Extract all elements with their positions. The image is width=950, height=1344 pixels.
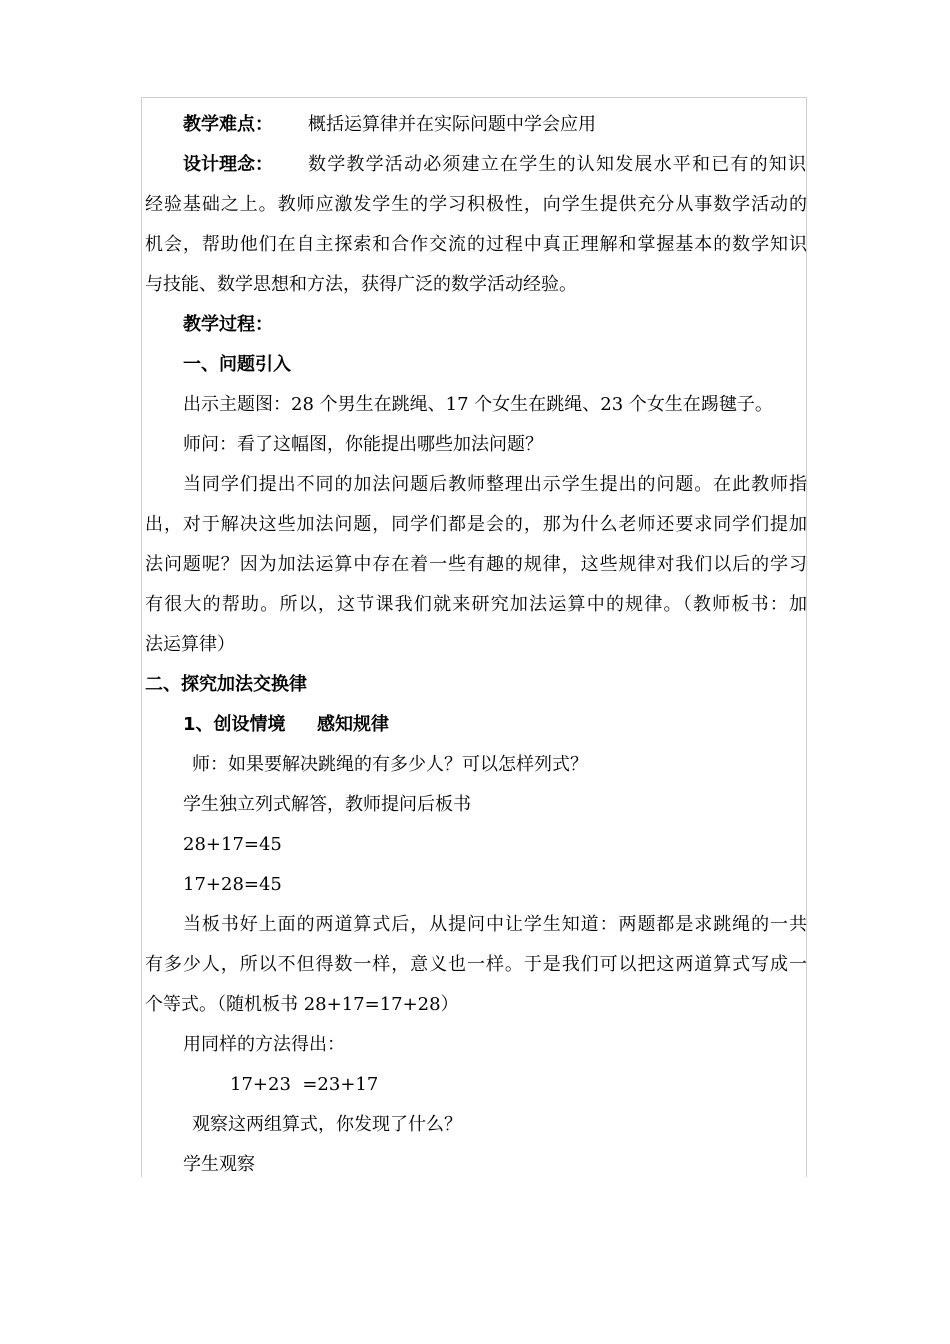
- section1-para-line-2: 出，对于解决这些加法问题，同学们都是会的，那为什么老师还要求同学们提加: [145, 514, 807, 535]
- section1-para-line-5: 法运算律）: [145, 634, 235, 655]
- process-title: 教学过程：: [183, 314, 273, 335]
- section1-para-line-4: 有很大的帮助。所以，这节课我们就来研究加法运算中的规律。（教师板书：加: [145, 594, 807, 615]
- same-method-text: 用同样的方法得出：: [183, 1034, 345, 1055]
- design-line-1: 数学教学活动必须建立在学生的认知发展水平和已有的知识: [308, 154, 806, 175]
- design-line-3: 机会，帮助他们在自主探索和合作交流的过程中真正理解和掌握基本的数学知识: [145, 234, 807, 255]
- section2-question-2: 学生独立列式解答，教师提问后板书: [183, 794, 471, 815]
- section2-question-1: 师：如果要解决跳绳的有多少人？可以怎样列式？: [192, 754, 588, 775]
- section2-para-line-2: 有多少人，所以不但得数一样，意义也一样。于是我们可以把这两道算式写成一: [145, 954, 807, 975]
- section1-question: 师问：看了这幅图，你能提出哪些加法问题？: [183, 434, 543, 455]
- equation-1: 28+17=45: [183, 834, 282, 855]
- equation-2: 17+28=45: [183, 874, 282, 895]
- design-line-2: 经验基础之上。教师应激发学生的学习积极性，向学生提供充分从事数学活动的: [145, 194, 807, 215]
- section2-title: 二、探究加法交换律: [145, 674, 307, 695]
- difficulty-text: 概括运算律并在实际问题中学会应用: [308, 114, 596, 135]
- section2-sub1-b: 感知规律: [317, 714, 389, 735]
- section2-para-line-3: 个等式。（随机板书 28+17=17+28）: [145, 994, 459, 1015]
- design-label: 设计理念：: [183, 154, 273, 175]
- observe-question: 观察这两组算式，你发现了什么？: [192, 1114, 462, 1135]
- section2-sub1-a: 1、创设情境: [183, 714, 286, 735]
- section1-para-line-1: 当同学们提出不同的加法问题后教师整理出示学生提出的问题。在此教师指: [183, 474, 807, 495]
- section1-intro: 出示主题图：28 个男生在跳绳、17 个女生在跳绳、23 个女生在踢毽子。: [183, 394, 773, 415]
- section1-para-line-3: 法问题呢？因为加法运算中存在着一些有趣的规律，这些规律对我们以后的学习: [145, 554, 807, 575]
- design-line-4: 与技能、数学思想和方法，获得广泛的数学活动经验。: [145, 274, 577, 295]
- observe-text: 学生观察: [183, 1154, 255, 1175]
- difficulty-label: 教学难点：: [183, 114, 273, 135]
- section2-para-line-1: 当板书好上面的两道算式后，从提问中让学生知道：两题都是求跳绳的一共: [183, 914, 807, 935]
- equation-3: 17+23 =23+17: [230, 1074, 379, 1095]
- section1-title: 一、问题引入: [183, 354, 291, 375]
